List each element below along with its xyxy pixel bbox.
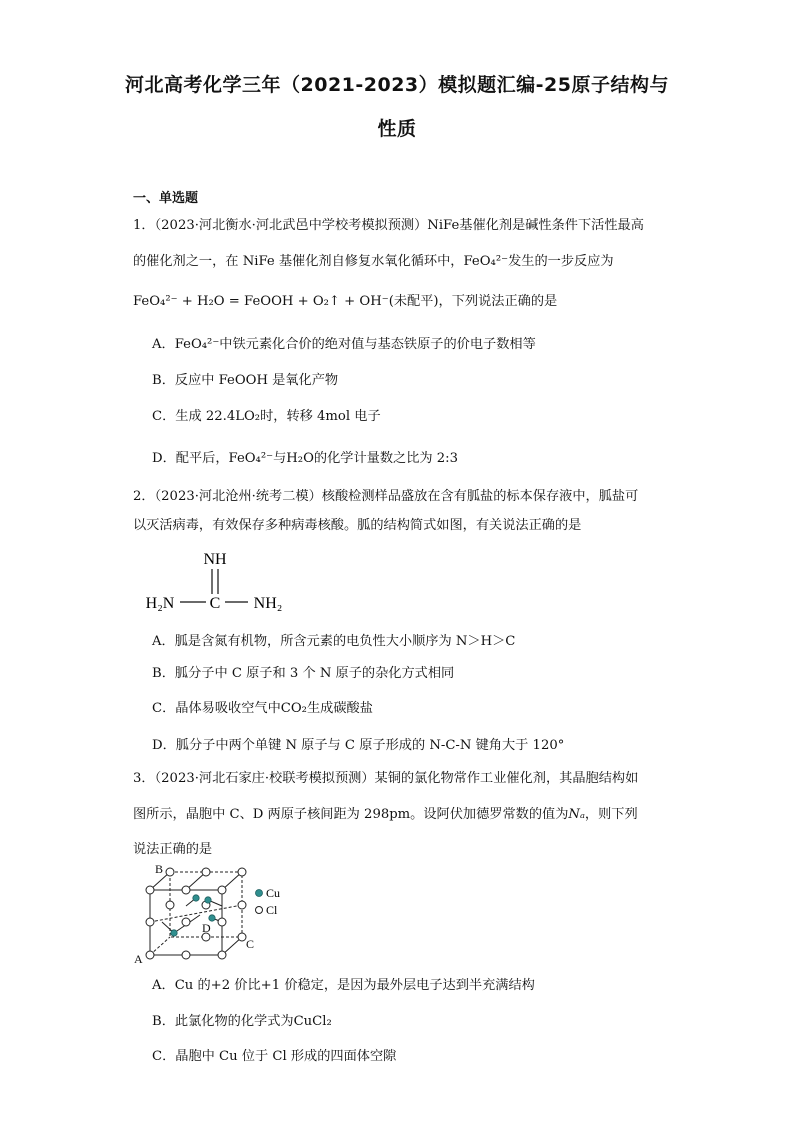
q1-option-d xyxy=(152,447,458,466)
cl-atom xyxy=(146,918,154,926)
q1-option-d-mid: 与 xyxy=(273,451,287,466)
q1-stem-line2-prefix: 的催化剂之一，在 NiFe 基催化剂自修复水氧化循环中， xyxy=(133,254,464,269)
structure-nh: NH xyxy=(203,551,227,568)
q3-stem-line3: 说法正确的是 xyxy=(133,842,213,857)
legend-cl-label: Cl xyxy=(266,903,278,917)
co2-formula: CO₂ xyxy=(280,701,307,716)
cube-edges xyxy=(150,872,242,955)
q1-option-c-text: 时，转移 4mol 电子 xyxy=(260,409,381,424)
label-b: B xyxy=(155,862,164,876)
q1-option-c-label: C．生成 22.4L xyxy=(152,409,244,424)
q1-option-a xyxy=(152,333,536,352)
cl-atom xyxy=(146,951,154,959)
q3-stem-line2 xyxy=(133,803,638,822)
legend-cl-marker xyxy=(256,907,263,914)
q3-option-b xyxy=(152,1010,332,1029)
guanidine-structure xyxy=(140,548,290,618)
q2-option-a: A．胍是含氮有机物，所含元素的电负性大小顺序为 N＞H＞C xyxy=(152,634,516,649)
document-title-line1: 河北高考化学三年（2021-2023）模拟题汇编-25原子结构与 xyxy=(125,74,669,96)
h2o-formula: H₂O xyxy=(286,451,314,466)
q3-option-b-label: B．此氯化物的化学式为 xyxy=(152,1014,294,1029)
cl-atom xyxy=(146,886,154,894)
q1-stem-line3-suffix: (未配平)，下列说法正确的是 xyxy=(388,294,558,309)
cl-atom xyxy=(238,868,246,876)
label-c: C xyxy=(246,937,255,951)
q2-option-c xyxy=(152,697,373,716)
cl-atom xyxy=(182,886,190,894)
q3-stem-line1: 3．（2023·河北石家庄·校联考模拟预测）某铜的氯化物常作工业催化剂，其晶胞结构如 xyxy=(133,771,639,786)
q3-option-a: A．Cu 的+2 价比+1 价稳定，是因为最外层电子达到半充满结构 xyxy=(152,978,535,993)
crystal-cell-figure xyxy=(132,860,302,965)
q1-stem-line2 xyxy=(133,250,614,269)
cu-atom xyxy=(205,897,211,903)
structure-h2n: H₂N xyxy=(145,595,175,612)
cell-legend xyxy=(256,886,281,917)
q2-option-b: B．胍分子中 C 原子和 3 个 N 原子的杂化方式相同 xyxy=(152,666,455,681)
feo4-formula: FeO₄²⁻ xyxy=(174,337,220,352)
cl-atom xyxy=(202,868,210,876)
q1-equation: FeO₄²⁻ + H₂O = FeOOH + O₂↑ + OH⁻ xyxy=(133,294,389,309)
q2-stem-line1: 2．（2023·河北沧州·统考二模）核酸检测样品盛放在含有胍盐的标本保存液中，胍盐可 xyxy=(133,489,639,504)
face-line xyxy=(150,905,242,922)
o2-formula: O₂ xyxy=(243,409,261,424)
feo4-formula: FeO₄²⁻ xyxy=(228,451,274,466)
cl-atom xyxy=(238,933,246,941)
q2-option-c-label: C．晶体易吸收空气中 xyxy=(152,701,281,716)
q1-stem-line3 xyxy=(133,290,557,309)
cl-atom xyxy=(182,918,190,926)
q2-stem-line2: 以灭活病毒，有效保存多种病毒核酸。胍的结构简式如图，有关说法正确的是 xyxy=(133,518,582,533)
q1-option-d-text: 的化学计量数之比为 2:3 xyxy=(313,451,458,466)
cl-atom xyxy=(238,901,246,909)
q2-option-c-text: 生成碳酸盐 xyxy=(306,701,373,716)
cl-atom xyxy=(182,951,190,959)
legend-cu-label: Cu xyxy=(266,886,281,900)
cl-atom xyxy=(166,868,174,876)
document-title-line2: 性质 xyxy=(377,118,417,140)
cu-atom xyxy=(193,895,199,901)
structure-c: C xyxy=(209,595,221,612)
q1-option-b: B．反应中 FeOOH 是氧化产物 xyxy=(152,373,339,388)
q3-option-c: C．晶胞中 Cu 位于 Cl 形成的四面体空隙 xyxy=(152,1049,397,1064)
structure-nh2: NH₂ xyxy=(253,595,283,612)
feo4-formula: FeO₄²⁻ xyxy=(463,254,509,269)
cl-atom xyxy=(218,886,226,894)
q1-stem-line1: 1．（2023·河北衡水·河北武邑中学校考模拟预测）NiFe基催化剂是碱性条件下活性最高 xyxy=(133,218,644,233)
q3-stem-line2-suffix: ，则下列 xyxy=(584,807,638,822)
label-d: D xyxy=(202,921,211,935)
cucl2-formula: CuCl₂ xyxy=(293,1014,332,1029)
q1-option-c xyxy=(152,405,381,424)
q1-option-a-label: A． xyxy=(152,337,175,352)
cu-atom xyxy=(171,930,177,936)
na-symbol: Nₐ xyxy=(568,807,585,822)
cl-atom xyxy=(166,901,174,909)
q1-option-a-text: 中铁元素化合价的绝对值与基态铁原子的价电子数相等 xyxy=(219,337,536,352)
section-heading: 一、单选题 xyxy=(133,191,199,206)
cl-atom xyxy=(218,918,226,926)
q1-option-d-label: D．配平后， xyxy=(152,451,229,466)
q3-stem-line2-prefix: 图所示，晶胞中 C、D 两原子核间距为 298pm。设阿伏加德罗常数的值为 xyxy=(133,807,569,822)
legend-cu-marker xyxy=(256,890,263,897)
q1-stem-line2-suffix: 发生的一步反应为 xyxy=(508,254,614,269)
label-a: A xyxy=(134,952,143,965)
cl-atom xyxy=(218,951,226,959)
q2-option-d: D．胍分子中两个单键 N 原子与 C 原子形成的 N-C-N 键角大于 120° xyxy=(152,738,565,753)
